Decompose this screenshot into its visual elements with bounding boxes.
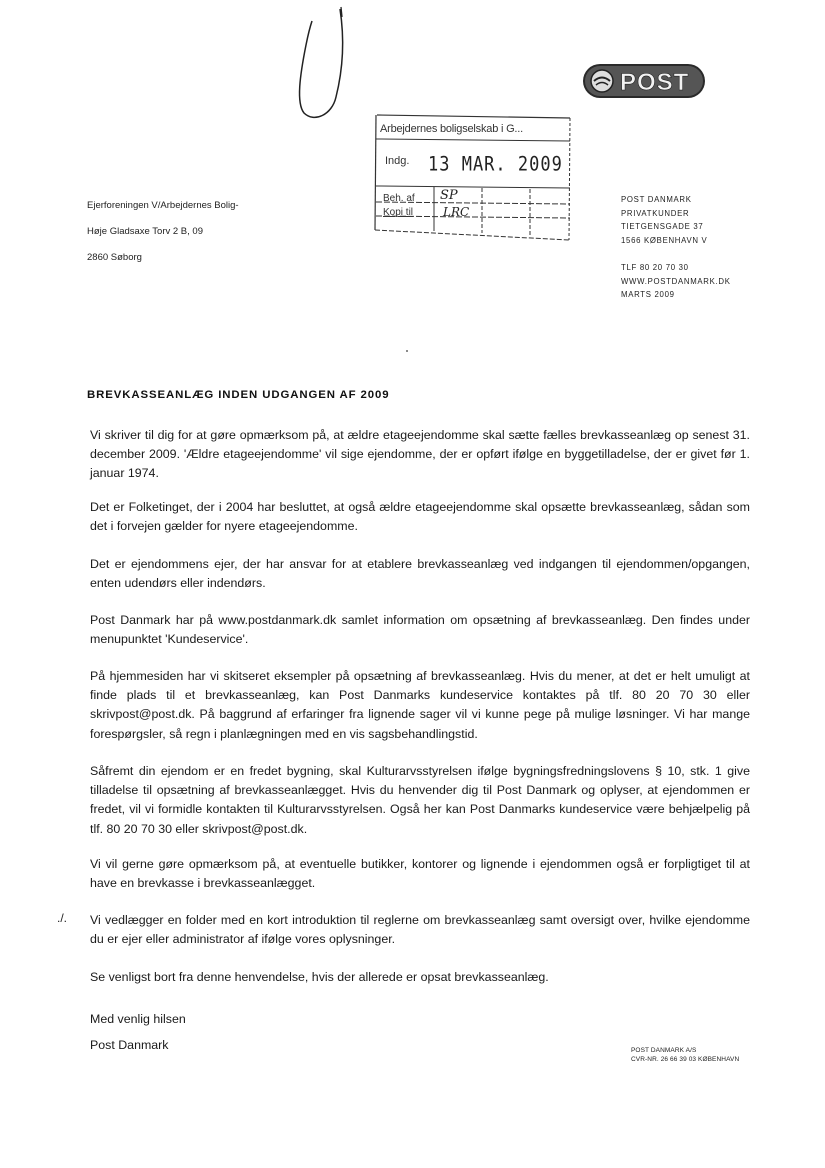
footer-company: POST DANMARK A/S (631, 1047, 697, 1054)
stamp-header: Arbejdernes boligselskab i G... (380, 123, 523, 135)
sender-web: WWW.POSTDANMARK.DK (621, 276, 731, 286)
stamp-date: 13 MAR. 2009 (428, 153, 563, 176)
paragraph-8: Vi vedlægger en folder med en kort introduktion til reglerne om brevkasseanlæg samt oversigt over, hvilke ejendomme du er ejer eller administrator af ifølge vores oplysninger. (90, 913, 750, 947)
stamp-copy-label: Kopi til (383, 207, 414, 218)
sender-block (621, 193, 731, 302)
sender-line-2: PRIVATKUNDER (621, 208, 690, 218)
speck (406, 350, 408, 352)
enclosure-marker: ./. (57, 911, 68, 925)
paragraph-4: Post Danmark har på www.postdanmark.dk samlet information om opsætning af brevkasseanlæg. Den findes under menupunktet 'Kundeservice'. (90, 613, 750, 647)
footer-cvr: CVR-NR. 26 66 39 03 KØBENHAVN (631, 1056, 740, 1063)
stamp-received-label: Indg. (385, 155, 410, 167)
paragraph-2: Det er Folketinget, der i 2004 har besluttet, at også ældre etageejendomme skal opsætte brevkasseanlæg, sådan som det i forvejen gælder for nyere etageejendomme. (90, 500, 750, 534)
footer-block (631, 1046, 739, 1064)
stamp-handled-initials: SP (440, 188, 458, 203)
stamp-handled-label: Beh. af (383, 193, 415, 204)
recipient-name: Ejerforeningen V/Arbejdernes Bolig- (87, 200, 239, 211)
sender-phone: TLF 80 20 70 30 (621, 262, 689, 272)
paragraph-7: Vi vil gerne gøre opmærksom på, at eventuelle butikker, kontorer og lignende i ejendommen også er forpligtiget til at have en brevkasse i brevkasseanlægget. (90, 857, 750, 891)
recipient-street: Høje Gladsaxe Torv 2 B, 09 (87, 226, 203, 237)
letter-heading: BREVKASSEANLÆG INDEN UDGANGEN AF 2009 (87, 389, 390, 401)
paragraph-6: Såfremt din ejendom er en fredet bygning, skal Kulturarvsstyrelsen ifølge bygningsfredningslovens § 10, stk. 1 give tilladelse til opsætning af brevkasseanlægget. Hvis du henvender dig til Post Danmark og oplyser, at ejendommen er fredet, vil vi formidle kontakten til Kulturarvsstyrelsen. Også her kan Post Danmarks kundeservice være behjælpelig på tlf. 80 20 70 30 eller skrivpost@post.dk. (90, 764, 750, 836)
stamp-copy-initials: LRC (443, 205, 470, 219)
sender-line-3: TIETGENSGADE 37 (621, 222, 704, 232)
sender-line-4: 1566 KØBENHAVN V (621, 236, 708, 246)
paragraph-9: Se venligst bort fra denne henvendelse, hvis der allerede er opsat brevkasseanlæg. (90, 970, 549, 984)
closing-greeting: Med venlig hilsen (90, 1012, 186, 1026)
sender-line-1: POST DANMARK (621, 195, 692, 204)
closing-signature: Post Danmark (90, 1038, 169, 1052)
paper-clip-mark (292, 5, 362, 125)
paragraph-5: På hjemmesiden har vi skitseret eksempler på opsætning af brevkasseanlæg. Hvis du mener, at det er helt umuligt at finde plads til et brevkasseanlæg, kan Post Danmarks kundeservice kontaktes på tlf. 80 20 70 30 eller skrivpost@post.dk. På baggrund af erfaringer fra lignende sager vil vi kunne pege på mulige løsninger. Vi har mange forespørgsler, så regn i planlægningen med en vis sagsbehandlingstid. (90, 669, 750, 741)
letter-date: MARTS 2009 (621, 290, 675, 300)
paragraph-1: Vi skriver til dig for at gøre opmærksom på, at ældre etageejendomme skal sætte fælles brevkasseanlæg op senest 31. december 2009. 'Ældre etageejendomme' vil sige ejendomme, der er opført ifølge en byggetilladelse, der er givet før 1. januar 1974. (90, 428, 750, 481)
paragraph-3: Det er ejendommens ejer, der har ansvar for at etablere brevkasseanlæg ved indgangen til ejendommen/opgangen, enten udendørs eller indendørs. (90, 557, 750, 591)
logo-text: POST (620, 69, 690, 96)
recipient-city: 2860 Søborg (87, 252, 142, 263)
post-logo (582, 60, 706, 102)
